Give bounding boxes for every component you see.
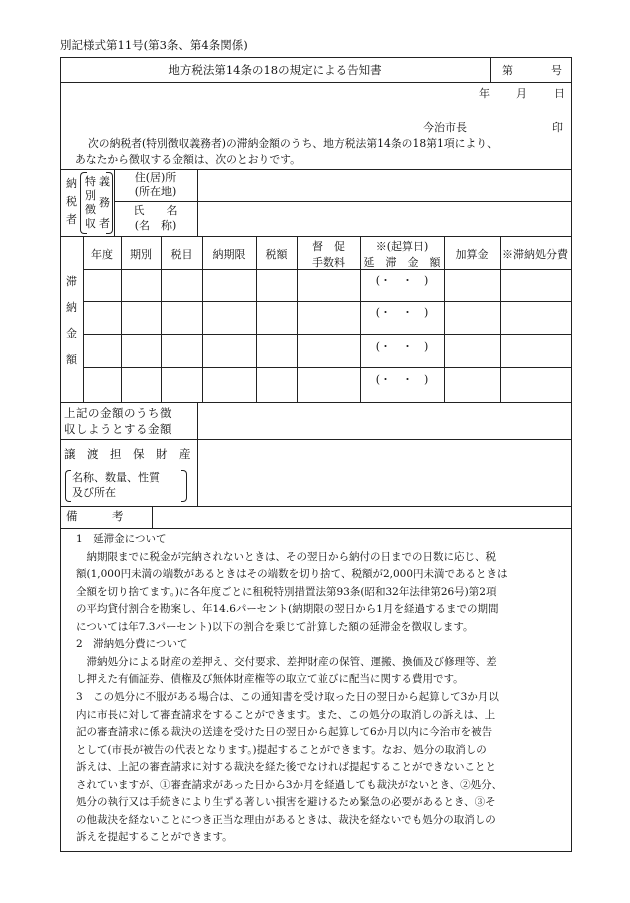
col-period: 期別 — [130, 248, 152, 261]
special-label-2: 別 — [85, 189, 96, 202]
note-2-title: 2 滞納処分費について — [76, 638, 188, 650]
name-label: 氏 名 — [133, 204, 178, 217]
col-additional: 加算金 — [455, 248, 489, 261]
taxpayer-label-3: 者 — [66, 213, 77, 226]
col-late-2: 延 滞 金 額 — [363, 256, 441, 269]
table-row-4-late-date: (・ ・ ) — [375, 373, 429, 386]
note-2-line: し押えた有価証券、債権及び無体財産権等の取立て並びに配当に関する費用です。 — [76, 673, 464, 685]
seal-mark: 印 — [552, 121, 563, 134]
address-value — [198, 170, 570, 201]
note-3-line: 訴えは、上記の審査請求に対する裁決を経た後でなければ提起することができないことと — [76, 761, 496, 773]
document-title: 地方税法第14条の18の規定による告知書 — [168, 63, 382, 77]
note-1-line: 納期限までに税金が完納されないときは、その翌日から納付の日までの日数に応じ、税 — [76, 550, 496, 563]
note-1-line: については年7.3パーセント)以下の割合を乗じて計算した額の延滞金を徴収します。 — [76, 620, 474, 633]
date-day: 日 — [554, 87, 565, 100]
col-year: 年度 — [91, 248, 113, 261]
special-label-7: 者 — [99, 217, 110, 230]
note-appeal — [76, 689, 576, 847]
name-sub: (名 称) — [134, 219, 177, 232]
note-2-line: 滞納処分による財産の差押え、交付要求、差押財産の保管、運搬、換価及び修理等、差 — [76, 655, 497, 668]
table-row-2-late-date: (・ ・ ) — [375, 306, 429, 319]
taxpayer-label-2: 税 — [66, 195, 77, 208]
col-amount: 税額 — [265, 248, 288, 261]
col-fee-1: 督 促 — [312, 240, 345, 253]
number-no: 第 — [502, 64, 513, 77]
collateral-label: 譲 渡 担 保 財 産 — [64, 447, 191, 461]
note-3-line: 内に市長に対して審査請求をすることができます。また、この処分の取消しの訴えは、上 — [76, 708, 496, 721]
special-label-6: 務 — [99, 196, 110, 209]
collateral-sub-2: 及び所在 — [72, 486, 116, 499]
special-label-5: 義 — [99, 175, 110, 188]
note-1-line: 額(1,000円未満の端数があるときはその端数を切り捨て、税額が2,000円未満であるときは — [76, 568, 508, 580]
col-late-1: ※(起算日) — [375, 240, 429, 253]
col-deadline: 納期限 — [212, 248, 246, 261]
number-go: 号 — [551, 64, 562, 77]
note-3-line: として(市長が被告の代表となります。)提起することができます。なお、処分の取消しの — [76, 743, 487, 756]
issuer-name: 今治市長 — [423, 121, 467, 134]
name-value — [198, 202, 570, 235]
table-row-3-late-date: (・ ・ ) — [375, 340, 429, 353]
collect-label-1: 上記の金額のうち徴 — [64, 406, 172, 420]
col-tax-item: 税目 — [170, 248, 193, 261]
arrears-label-1: 滞 — [66, 275, 77, 288]
note-3-line: 3 この処分に不服がある場合は、この通知書を受け取った日の翌日から起算して3か月以 — [76, 691, 499, 703]
note-disposition-cost — [76, 636, 576, 689]
special-label-1: 特 — [85, 175, 96, 188]
table-row-1-late-date: (・ ・ ) — [375, 274, 429, 287]
col-fee-2: 手数料 — [312, 256, 345, 269]
date-year: 年 — [479, 87, 490, 100]
remarks-label: 備 考 — [66, 509, 124, 523]
note-3-line: 処分の執行又は手続きにより生ずる著しい損害を避けるため緊急の必要があるとき、③そ — [76, 796, 496, 808]
arrears-label-2: 納 — [66, 301, 77, 314]
note-3-line: 記の審査請求に係る裁決の送達を受けた日の翌日から起算して6か月以内に今治市を被告 — [76, 726, 493, 738]
arrears-label-4: 額 — [66, 353, 77, 366]
note-3-line: の他裁決を経ないことにつき正当な理由があるときは、裁決を経ないでも処分の取消しの — [76, 813, 496, 826]
note-late-fee — [76, 531, 576, 636]
col-cost: ※滞納処分費 — [502, 248, 568, 261]
note-1-line: の平均貸付割合を勘案し、年14.6パーセント(納期限の翌日から1月を経過するまでの期間 — [76, 603, 499, 615]
note-3-line: 訴えを提起することができます。 — [76, 831, 233, 843]
collateral-value — [198, 440, 570, 505]
collect-label-2: 収しようとする金額 — [64, 422, 172, 436]
intro-line-2: あなたから徴収する金額は、次のとおりです。 — [75, 153, 301, 166]
special-label-4: 収 — [85, 217, 96, 230]
form-label: 別記様式第11号(第3条、第4条関係) — [60, 38, 248, 52]
note-3-line: されていますが、①審査請求があった日から3か月を経過しても裁決がないとき、②処分、 — [76, 778, 503, 791]
address-sub: (所在地) — [134, 185, 177, 198]
intro-line-1: 次の納税者(特別徴収義務者)の滞納金額のうち、地方税法第14条の18第1項により、 — [88, 137, 498, 150]
taxpayer-label-1: 納 — [66, 177, 77, 190]
special-label-3: 徴 — [85, 203, 96, 216]
note-1-line: 全額を切り捨てます。)に各年度ごとに租税特別措置法第93条(昭和32年法律第26号)第2項 — [76, 585, 497, 598]
address-label: 住(居)所 — [134, 171, 177, 184]
arrears-label-3: 金 — [66, 327, 77, 340]
collect-amount-value — [198, 403, 570, 439]
date-month: 月 — [516, 87, 527, 100]
collateral-sub-1: 名称、数量、性質 — [72, 471, 160, 484]
note-1-title: 1 延滞金について — [76, 533, 167, 545]
